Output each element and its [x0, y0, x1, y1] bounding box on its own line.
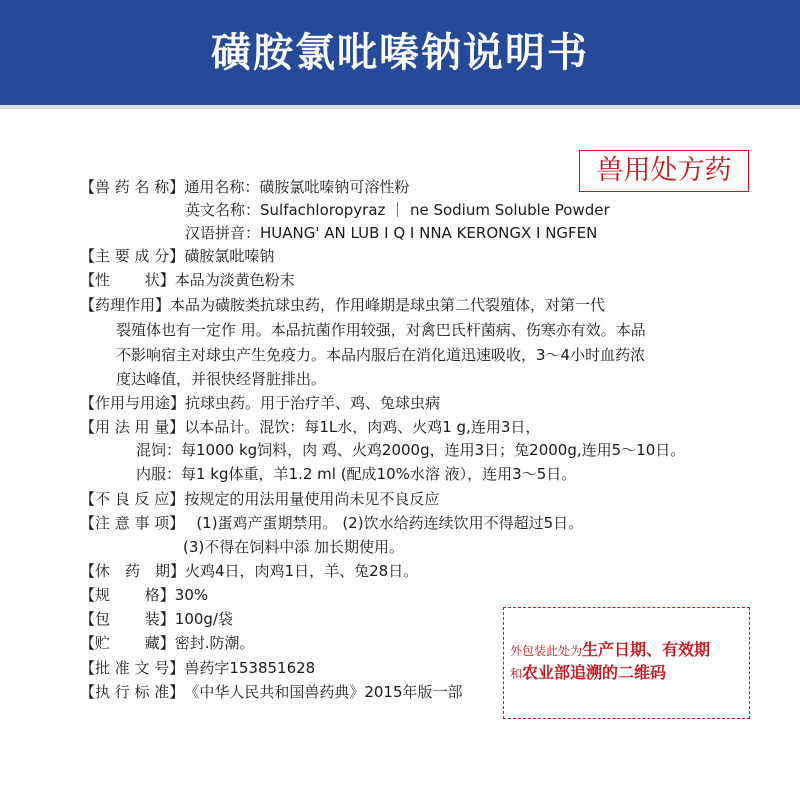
package-value: 100g/袋 [174, 610, 233, 628]
caution-label: 【注 意 事 项】 [80, 514, 185, 532]
pharm-line2: 裂殖体也有一定作 用。本品抗菌作用较强，对禽巴氏杆菌病、伤寒亦有效。本品 [116, 321, 646, 339]
caution-line2: (3)不得在饲料中添 加长期使用。 [183, 538, 405, 556]
name-common: 通用名称：磺胺氯吡嗪钠可溶性粉 [184, 178, 410, 196]
pharm-line3: 不影响宿主对球虫产生免疫力。本品内服后在消化道迅速吸收，3～4小时血药浓 [116, 346, 646, 364]
dose-line1: 以本品计。混饮：每1L水，肉鸡、火鸡1 g,连用3日， [184, 418, 541, 436]
storage-label: 【贮 藏】 [80, 634, 175, 652]
dose-line2: 混饲：每1000 kg饲料，肉 鸡、火鸡2000g，连用3日；兔2000g,连用5～10日。 [136, 441, 686, 459]
ingredient-label: 【主 要 成 分】 [80, 247, 185, 265]
spec-label: 【规 格】 [80, 586, 175, 604]
field-approval [80, 657, 315, 679]
field-package [80, 608, 233, 630]
ingredient-value: 磺胺氯吡嗪钠 [184, 247, 275, 265]
field-spec [80, 584, 208, 606]
qr-notice-line1 [510, 640, 745, 661]
property-value: 本品为淡黄色粉末 [174, 271, 295, 289]
property-label: 【性 状】 [80, 271, 175, 289]
field-dosage [80, 416, 540, 438]
field-withdrawal [80, 560, 418, 582]
use-label: 【作用与用途】 [80, 394, 186, 412]
qr-notice-line1-small: 外包装此处为 [510, 644, 583, 658]
qr-notice-line2-small: 和 [510, 667, 523, 681]
standard-value: 《中华人民共和国兽药典》2015年版一部 [184, 683, 463, 701]
package-label: 【包 装】 [80, 610, 175, 628]
caution-line1: (1)蛋鸡产蛋期禁用。 (2)饮水给药连续饮用不得超过5日。 [196, 514, 584, 532]
field-caution [80, 512, 583, 534]
name-english: 英文名称：Sulfachloropyraz ｜ ne Sodium Soluble Powder [185, 201, 610, 219]
field-use [80, 392, 440, 414]
pharm-line1: 本品为磺胺类抗球虫药，作用峰期是球虫第二代裂殖体，对第一代 [170, 296, 606, 314]
field-pharmacology [80, 294, 605, 316]
field-storage [80, 632, 255, 654]
name-pinyin: 汉语拼音：HUANG' AN LUB I Q I NNA KERONGX I NGFEN [185, 224, 598, 242]
qr-notice-line1-bold: 生产日期、有效期 [582, 640, 711, 659]
dose-line3: 内服：每1 kg体重，羊1.2 ml (配成10%水溶 液），连用3～5日。 [136, 465, 577, 483]
withdrawal-value: 火鸡4日，肉鸡1日，羊、兔28日。 [185, 562, 419, 580]
field-standard [80, 681, 463, 703]
standard-label: 【执 行 标 准】 [80, 683, 185, 701]
pharm-line4: 度达峰值，并很快经肾脏排出。 [116, 370, 327, 388]
adverse-value: 按规定的用法用量使用尚未见不良反应 [184, 490, 440, 508]
spec-value: 30% [174, 586, 209, 604]
dose-label: 【用 法 用 量】 [80, 418, 185, 436]
prescription-badge: 兽用处方药 [579, 150, 749, 192]
adverse-label: 【不 良 反 应】 [80, 490, 185, 508]
page-title: 磺胺氯吡嗪钠说明书 [211, 30, 589, 76]
storage-value: 密封.防潮。 [174, 634, 255, 652]
qr-notice-line2 [510, 661, 745, 686]
field-property [80, 269, 295, 291]
qr-notice [510, 640, 745, 686]
approval-value: 兽药字153851628 [184, 659, 316, 677]
field-name [80, 176, 409, 198]
name-label: 【兽 药 名 称】 [80, 178, 185, 196]
use-value: 抗球虫药。用于治疗羊、鸡、兔球虫病 [185, 394, 441, 412]
field-adverse [80, 488, 439, 510]
withdrawal-label: 【休 药 期】 [80, 562, 186, 580]
qr-notice-line2-bold: 农业部追溯的二维码 [522, 663, 667, 682]
approval-label: 【批 准 文 号】 [80, 659, 185, 677]
pharm-label: 【药理作用】 [80, 296, 171, 314]
field-ingredient [80, 245, 274, 267]
header-divider [0, 105, 800, 109]
